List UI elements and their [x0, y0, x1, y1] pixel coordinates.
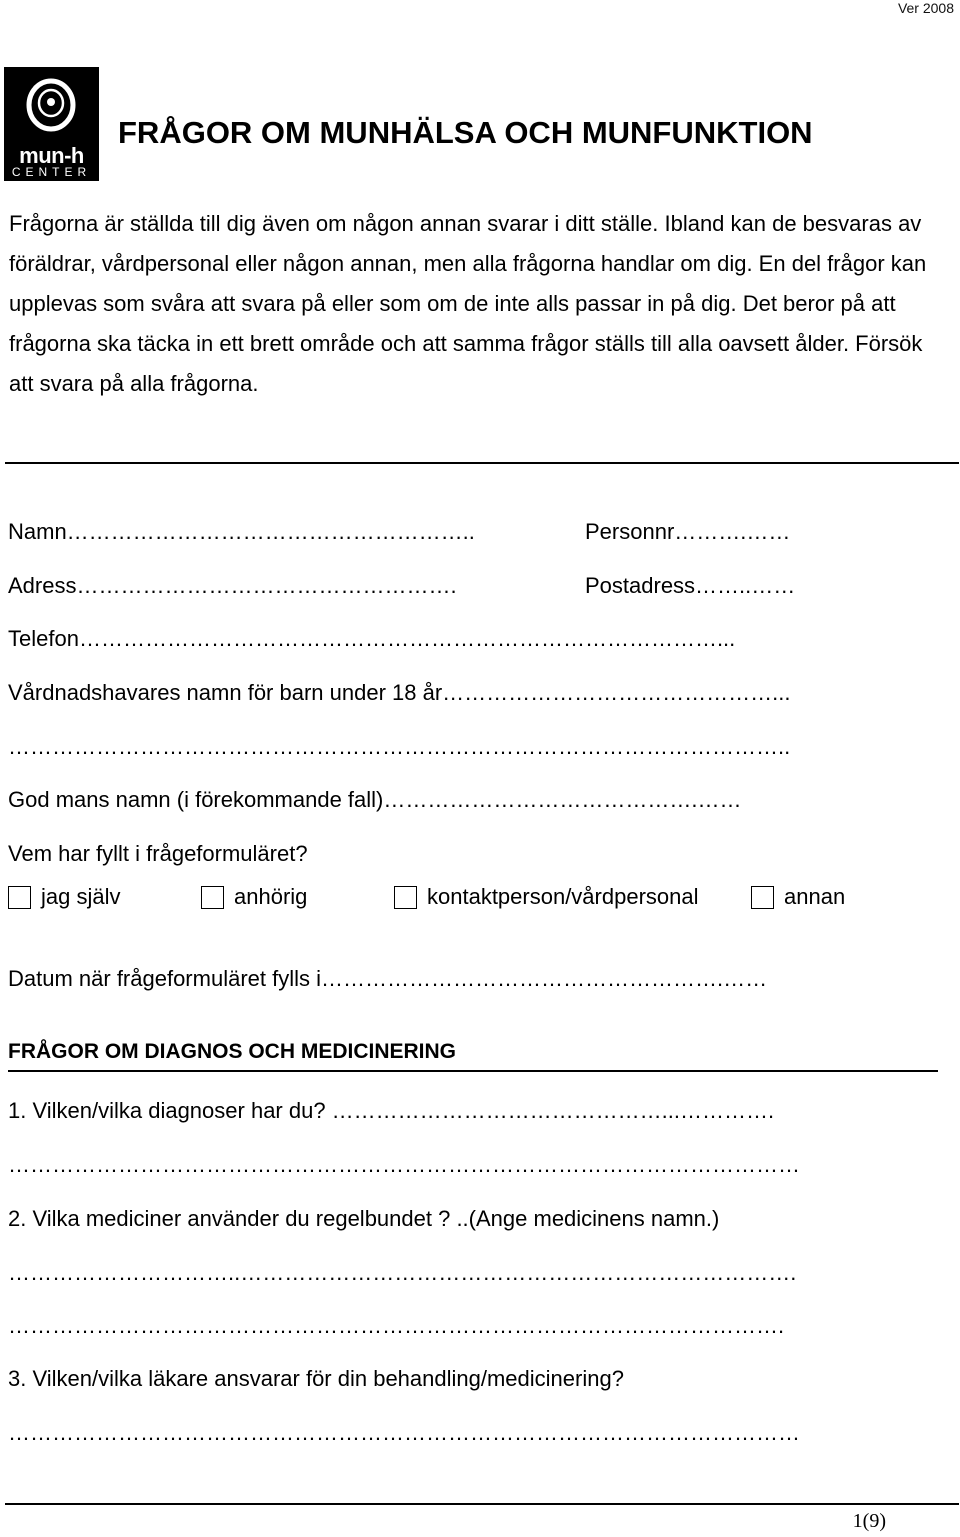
date-field[interactable]: Datum när frågeformuläret fylls i……………………………………………….……: [8, 966, 768, 991]
address-field[interactable]: Adress…………………………………………….: [8, 573, 457, 598]
option-label: annan: [784, 884, 846, 909]
option-label: jag själv: [41, 884, 121, 909]
guardian-name-continuation[interactable]: ……………………………………………………………………………………………..: [8, 734, 791, 759]
section-title: FRÅGOR OM DIAGNOS OCH MEDICINERING: [8, 1040, 457, 1063]
name-field[interactable]: Namn………………………………………………..: [8, 519, 475, 544]
divider: [5, 462, 959, 464]
trustee-name-field[interactable]: God mans namn (i förekommande fall)…………………………………….……: [8, 787, 742, 812]
checkbox[interactable]: [8, 886, 31, 909]
logo-wordmark: mun-h: [19, 143, 84, 168]
filled-by-options: [8, 884, 908, 914]
page-title: FRÅGOR OM MUNHÄLSA OCH MUNFUNKTION: [118, 115, 813, 150]
checkbox[interactable]: [751, 886, 774, 909]
version-label: Ver 2008: [897, 0, 954, 16]
question-3-answer-line[interactable]: ………………………………………………………………………………………………: [8, 1420, 800, 1445]
postadress-field[interactable]: Postadress……..……: [585, 573, 796, 598]
intro-paragraph: Frågorna är ställda till dig även om någon annan svarar i ditt ställe. Ibland kan de besvaras av föräldrar, vårdpersonal eller någon annan, men alla frågorna handlar om dig. En del frågor kan upplevas som svåra att svara på eller som om de inte alls passar in på dig. Det beror på att frågorna ska täcka in ett brett område och att samma frågor ställs till alla oavsett ålder. Försök att svara på alla frågorna.: [9, 211, 927, 396]
personnr-field[interactable]: Personnr……….……: [585, 519, 791, 544]
option-other[interactable]: [751, 884, 845, 910]
question-2-answer-line[interactable]: …………………………………………………………………………………………….: [8, 1313, 785, 1338]
question-2: 2. Vilka mediciner använder du regelbundet ? ..(Ange medicinens namn.): [8, 1206, 720, 1231]
option-relative[interactable]: [201, 884, 307, 910]
section-underline: [8, 1070, 938, 1072]
option-label: anhörig: [234, 884, 308, 909]
phone-field[interactable]: Telefon……………………………………………………………………………...: [8, 626, 736, 651]
option-self[interactable]: [8, 884, 120, 910]
guardian-name-field[interactable]: Vårdnadshavares namn för barn under 18 år………………………………………...: [8, 680, 791, 705]
option-contact-person[interactable]: [394, 884, 699, 910]
option-label: kontaktperson/vårdpersonal: [427, 884, 699, 909]
question-1[interactable]: 1. Vilken/vilka diagnoser har du? ………………………………………...………….: [8, 1098, 775, 1123]
question-3: 3. Vilken/vilka läkare ansvarar för din behandling/medicinering?: [8, 1366, 624, 1391]
logo-subtitle: CENTER: [11, 165, 92, 179]
filled-by-question: Vem har fyllt i frågeformuläret?: [8, 841, 308, 866]
question-1-answer-line[interactable]: ………………………………………………………………………………………………: [8, 1152, 800, 1177]
question-2-answer-line[interactable]: …………………………..………………………………………………………………….: [8, 1260, 797, 1285]
mun-h-center-logo: [4, 67, 99, 181]
footer-divider: [5, 1503, 959, 1505]
page-number: 1(9): [852, 1510, 886, 1532]
checkbox[interactable]: [201, 886, 224, 909]
checkbox[interactable]: [394, 886, 417, 909]
